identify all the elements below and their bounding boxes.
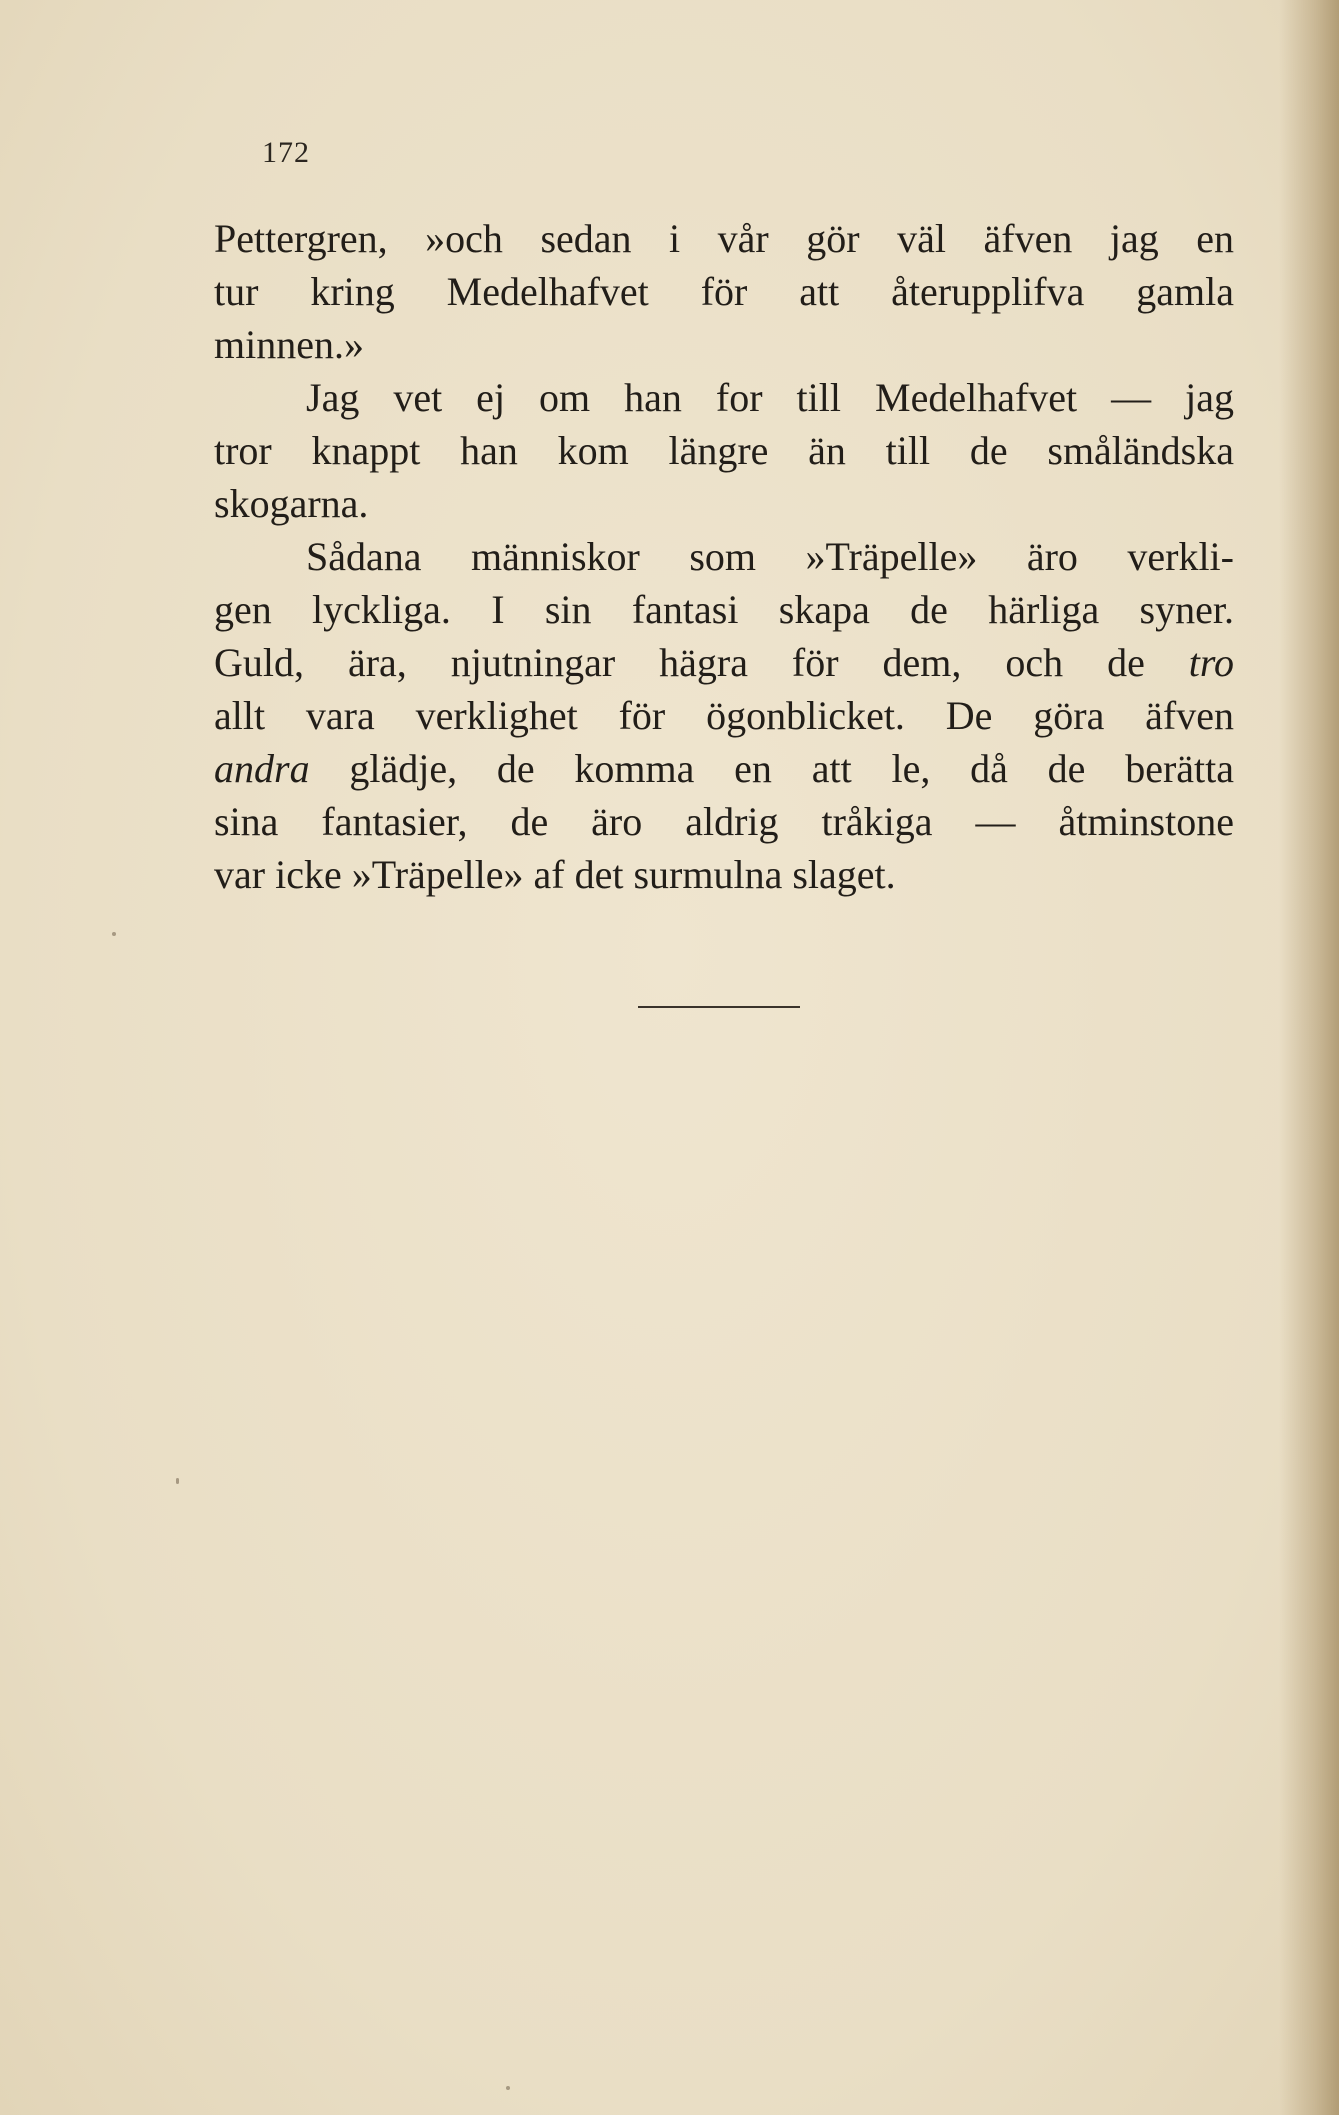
page-gutter-shadow <box>1279 0 1339 2115</box>
paper-speck <box>506 2086 510 2090</box>
text-segment: tror knappt han kom längre än till de småländska <box>214 428 1234 473</box>
text-segment: gen lyckliga. I sin fantasi skapa de härliga syner. <box>214 587 1234 632</box>
text-segment: Pettergren, »och sedan i vår gör väl äfven jag en <box>214 216 1234 261</box>
text-segment: Jag vet ej om han for till Medelhafvet — jag <box>306 375 1234 420</box>
text-segment: minnen.» <box>214 322 364 367</box>
text-line <box>214 636 1234 689</box>
text-segment: Sådana människor som »Träpelle» äro verkli- <box>306 534 1234 579</box>
body-text <box>214 212 1234 901</box>
section-end-rule <box>638 1006 800 1008</box>
text-line <box>214 795 1234 848</box>
text-line <box>214 424 1234 477</box>
text-line <box>214 477 1234 530</box>
text-segment: allt vara verklighet för ögonblicket. De göra äfven <box>214 693 1234 738</box>
text-line <box>214 265 1234 318</box>
text-line <box>214 742 1234 795</box>
text-line <box>214 689 1234 742</box>
italic-word: tro <box>1188 640 1234 685</box>
text-segment: glädje, de komma en att le, då de berätta <box>309 746 1234 791</box>
text-line <box>214 371 1234 424</box>
text-segment: skogarna. <box>214 481 369 526</box>
paper-speck <box>112 932 116 936</box>
text-segment: tur kring Medelhafvet för att återupplifva gamla <box>214 269 1234 314</box>
text-line <box>214 530 1234 583</box>
text-line <box>214 583 1234 636</box>
italic-word: andra <box>214 746 310 791</box>
text-segment: var icke »Träpelle» af det surmulna slaget. <box>214 852 896 897</box>
text-segment: Guld, ära, njutningar hägra för dem, och de <box>214 640 1189 685</box>
text-segment: sina fantasier, de äro aldrig tråkiga — åtminstone <box>214 799 1234 844</box>
page-number: 172 <box>262 136 310 169</box>
text-line <box>214 212 1234 265</box>
text-line <box>214 318 1234 371</box>
paper-speck <box>176 1478 179 1484</box>
text-line <box>214 848 1234 901</box>
